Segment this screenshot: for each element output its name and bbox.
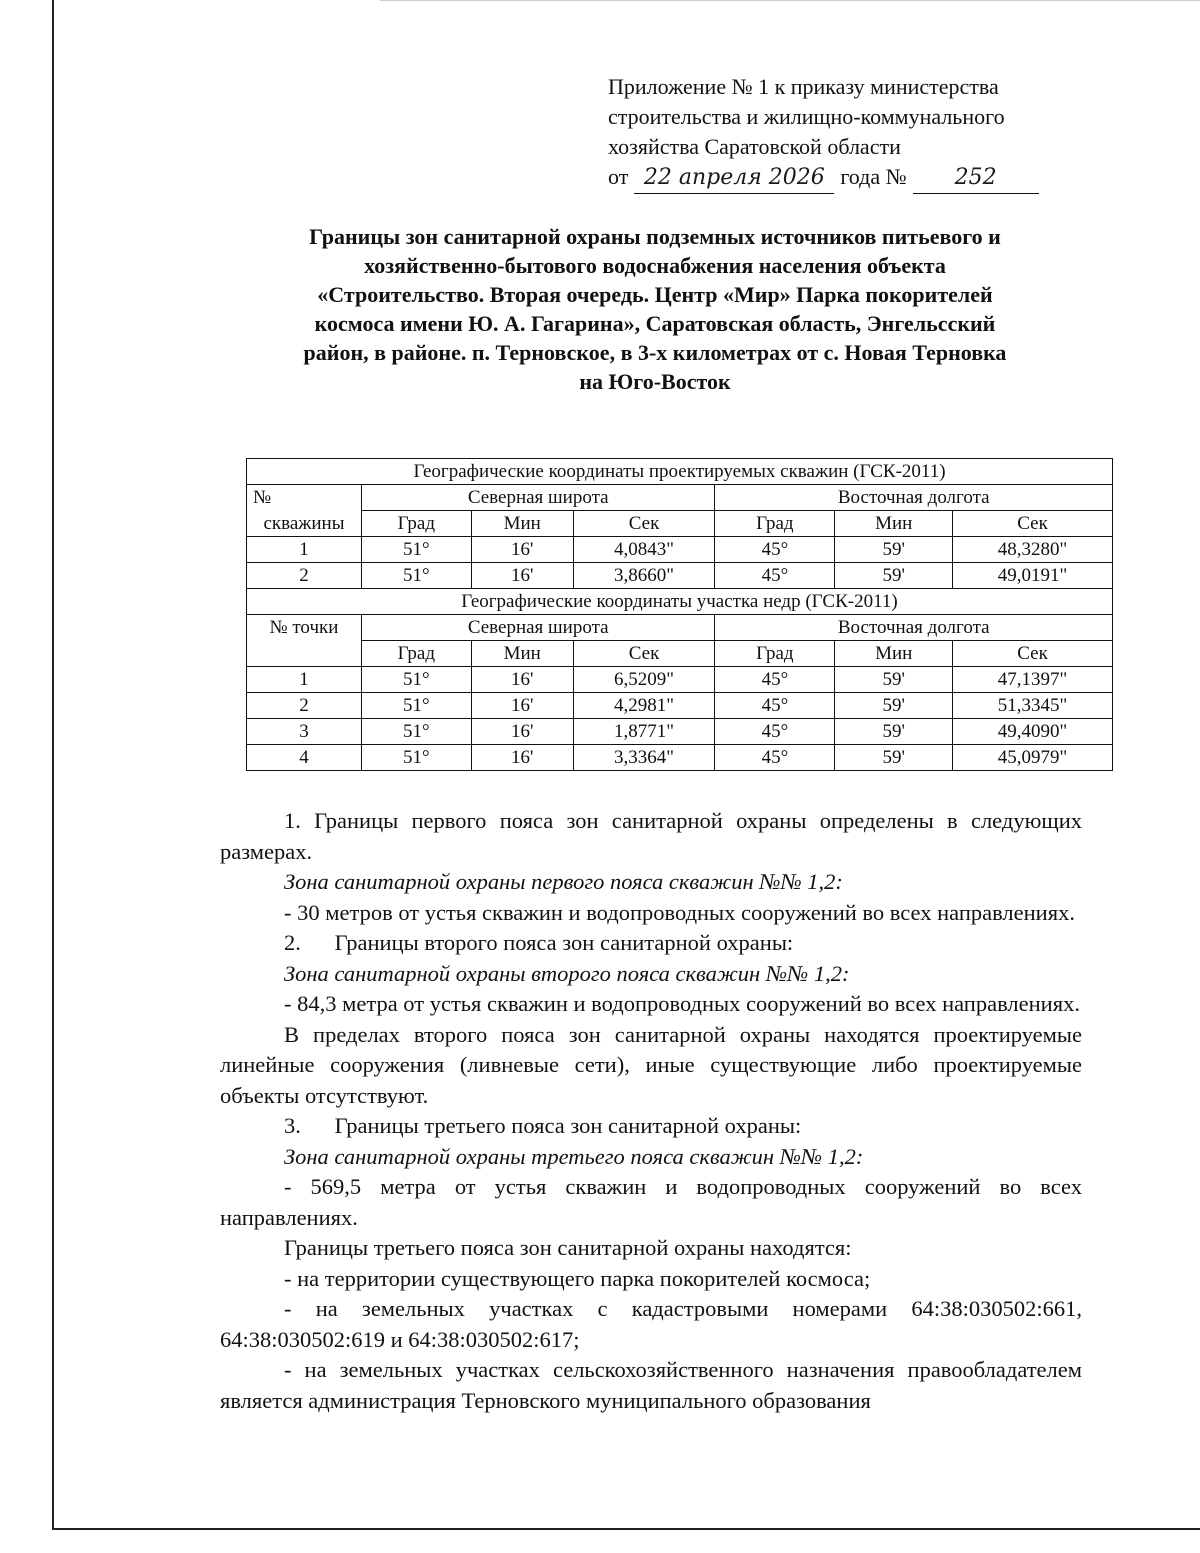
north-sec: 4,2981" <box>573 693 715 719</box>
page-bottom-border <box>52 1528 1200 1530</box>
north-deg: 51° <box>361 563 471 589</box>
title-line-6: на Юго-Восток <box>579 369 731 394</box>
north-min: 16' <box>471 693 573 719</box>
east-deg: 45° <box>715 537 835 563</box>
sec-header: Сек <box>953 511 1113 537</box>
paragraph-1: 1. Границы первого пояса зон санитарной охраны определены в следующих размерах. <box>220 808 1082 864</box>
north-min: 16' <box>471 667 573 693</box>
table-row <box>247 667 1113 693</box>
table-row <box>247 511 1113 537</box>
north-latitude-header: Северная широта <box>361 485 715 511</box>
paragraph-zone-3-heading: Зона санитарной охраны третьего пояса скважин №№ 1,2: <box>284 1143 864 1169</box>
east-sec: 49,0191" <box>953 563 1113 589</box>
north-min: 16' <box>471 537 573 563</box>
east-sec: 47,1397" <box>953 667 1113 693</box>
east-deg: 45° <box>715 719 835 745</box>
well-number-header-2: скважины <box>247 511 362 537</box>
table-row <box>247 615 1113 641</box>
deg-header: Град <box>715 641 835 667</box>
well-number: 1 <box>247 537 362 563</box>
point-number: 2 <box>247 693 362 719</box>
table-row <box>247 641 1113 667</box>
north-deg: 51° <box>361 693 471 719</box>
document-title <box>220 222 1090 396</box>
table-row <box>247 563 1113 589</box>
table-row <box>247 459 1113 485</box>
east-min: 59' <box>835 719 953 745</box>
well-number: 2 <box>247 563 362 589</box>
from-label: от <box>608 164 629 189</box>
paragraph-zone-2-heading: Зона санитарной охраны второго пояса скважин №№ 1,2: <box>284 960 850 986</box>
approval-line-3: хозяйства Саратовской области <box>608 134 901 159</box>
east-deg: 45° <box>715 693 835 719</box>
point-number: 1 <box>247 667 362 693</box>
title-line-4: космоса имени Ю. А. Гагарина», Саратовская область, Энгельсский <box>314 311 996 336</box>
point-number: 3 <box>247 719 362 745</box>
east-sec: 49,4090" <box>953 719 1113 745</box>
sec-header: Сек <box>953 641 1113 667</box>
approval-line-1: Приложение № 1 к приказу министерства <box>608 74 999 99</box>
north-deg: 51° <box>361 719 471 745</box>
title-line-1: Границы зон санитарной охраны подземных источников питьевого и <box>309 224 1001 249</box>
north-deg: 51° <box>361 537 471 563</box>
north-sec: 3,8660" <box>573 563 715 589</box>
year-label: года № <box>840 164 907 189</box>
handwritten-date: 22 апреля 2026 <box>634 163 834 194</box>
paragraph-3: 3. Границы третьего пояса зон санитарной охраны: <box>284 1113 802 1138</box>
min-header: Мин <box>835 641 953 667</box>
sec-header: Сек <box>573 511 715 537</box>
table-row <box>247 745 1113 771</box>
north-sec: 6,5209" <box>573 667 715 693</box>
table-row <box>247 719 1113 745</box>
table-row <box>247 693 1113 719</box>
sec-header: Сек <box>573 641 715 667</box>
min-header: Мин <box>835 511 953 537</box>
paragraph-zone-1-size: - 30 метров от устья скважин и водопроводных сооружений во всех направлениях. <box>284 899 1075 925</box>
deg-header: Град <box>361 511 471 537</box>
east-sec: 51,3345" <box>953 693 1113 719</box>
deg-header: Град <box>361 641 471 667</box>
paragraph-zone-3-size: - 569,5 метра от устья скважин и водопроводных сооружений во всех направлениях. <box>220 1174 1082 1230</box>
east-min: 59' <box>835 693 953 719</box>
min-header: Мин <box>471 511 573 537</box>
east-sec: 45,0979" <box>953 745 1113 771</box>
well-number-header-1: № <box>247 485 362 511</box>
approval-line-2: строительства и жилищно-коммунального <box>608 104 1005 129</box>
paragraph-2: 2. Границы второго пояса зон санитарной охраны: <box>284 930 794 955</box>
point-number-header: № точки <box>247 615 362 641</box>
point-number: 4 <box>247 745 362 771</box>
north-min: 16' <box>471 563 573 589</box>
point-number-header-blank <box>247 641 362 667</box>
min-header: Мин <box>471 641 573 667</box>
east-deg: 45° <box>715 667 835 693</box>
page-top-border <box>380 0 1200 1</box>
table-row <box>247 485 1113 511</box>
wells-section-title: Географические координаты проектируемых скважин (ГСК-2011) <box>247 459 1113 485</box>
north-sec: 1,8771" <box>573 719 715 745</box>
title-line-3: «Строительство. Вторая очередь. Центр «Мир» Парка покорителей <box>317 282 993 307</box>
north-sec: 3,3364" <box>573 745 715 771</box>
east-min: 59' <box>835 667 953 693</box>
north-deg: 51° <box>361 667 471 693</box>
handwritten-number: 252 <box>913 163 1039 194</box>
page-left-border <box>52 0 54 1530</box>
east-longitude-header: Восточная долгота <box>715 485 1113 511</box>
coordinates-table <box>246 458 1113 771</box>
document-body <box>220 806 1082 1416</box>
paragraph-zone-3-agricultural: - на земельных участках сельскохозяйственного назначения правообладателем является администрация Терновского муниципального образования <box>220 1357 1082 1413</box>
paragraph-zone-2-objects: В пределах второго пояса зон санитарной охраны находятся проектируемые линейные сооружения (ливневые сети), иные существующие либо проектируемые объекты отсутствуют. <box>220 1021 1082 1108</box>
east-min: 59' <box>835 563 953 589</box>
title-line-5: район, в районе. п. Терновское, в 3-х километрах от с. Новая Терновка <box>303 340 1007 365</box>
paragraph-zone-3-park: - на территории существующего парка покорителей космоса; <box>284 1265 871 1291</box>
paragraph-zone-2-size: - 84,3 метра от устья скважин и водопроводных сооружений во всех направлениях. <box>284 991 1080 1016</box>
north-min: 16' <box>471 745 573 771</box>
approval-stamp <box>608 72 1168 194</box>
east-sec: 48,3280" <box>953 537 1113 563</box>
north-min: 16' <box>471 719 573 745</box>
title-line-2: хозяйственно-бытового водоснабжения населения объекта <box>364 253 946 278</box>
north-deg: 51° <box>361 745 471 771</box>
approval-line-4 <box>608 162 1168 194</box>
table-row <box>247 537 1113 563</box>
north-latitude-header: Северная широта <box>361 615 715 641</box>
east-min: 59' <box>835 537 953 563</box>
east-longitude-header: Восточная долгота <box>715 615 1113 641</box>
paragraph-zone-1-heading: Зона санитарной охраны первого пояса скважин №№ 1,2: <box>284 869 843 894</box>
deg-header: Град <box>715 511 835 537</box>
table-row <box>247 589 1113 615</box>
east-deg: 45° <box>715 563 835 589</box>
north-sec: 4,0843" <box>573 537 715 563</box>
east-deg: 45° <box>715 745 835 771</box>
plot-section-title: Географические координаты участка недр (ГСК-2011) <box>247 589 1113 615</box>
paragraph-zone-3-located: Границы третьего пояса зон санитарной охраны находятся: <box>284 1235 852 1260</box>
paragraph-zone-3-cadastral: - на земельных участках с кадастровыми номерами 64:38:030502:661, 64:38:030502:619 и 64:38:030502:617; <box>220 1296 1082 1352</box>
east-min: 59' <box>835 745 953 771</box>
